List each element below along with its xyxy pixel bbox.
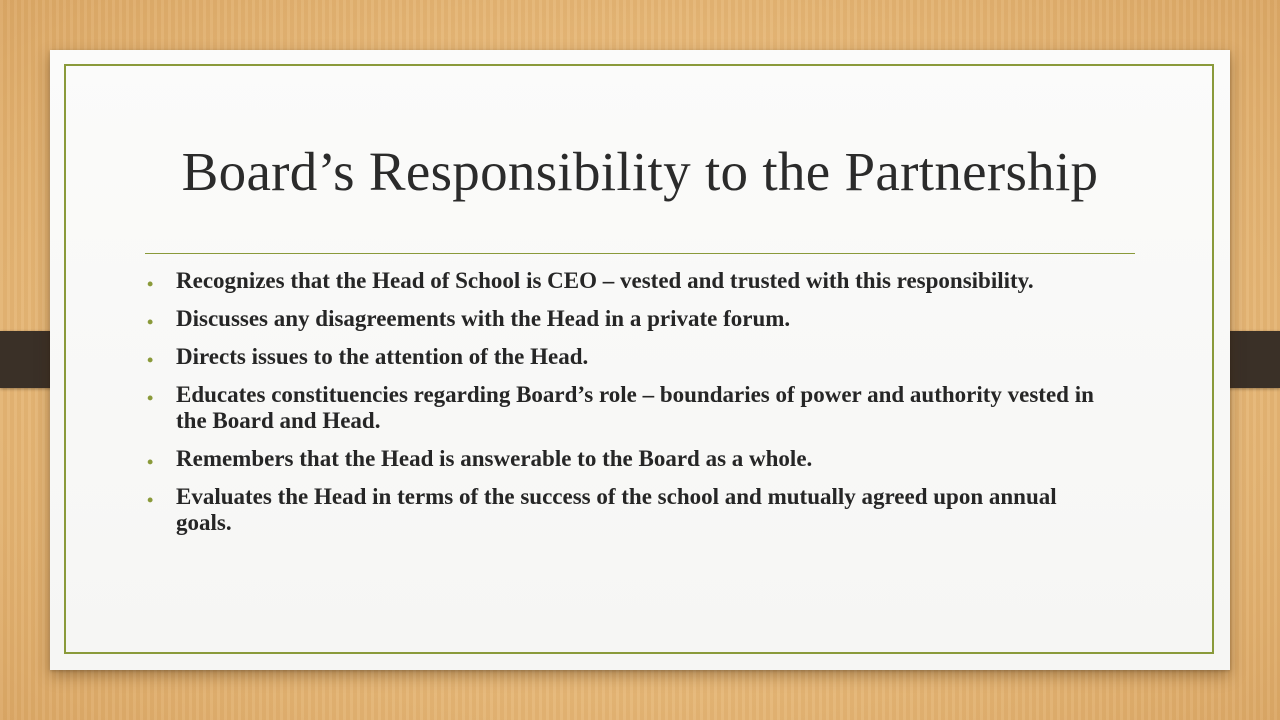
list-item (147, 344, 1107, 370)
bullet-icon: • (147, 350, 154, 370)
bullet-icon: • (147, 274, 154, 294)
bullet-text: Evaluates the Head in terms of the success of the school and mutually agreed upon annual goals. (176, 484, 1057, 535)
list-item (147, 484, 1107, 536)
bullet-icon: • (147, 452, 154, 472)
bullet-text: Educates constituencies regarding Board’s role – boundaries of power and authority vested in the Board and Head. (176, 382, 1094, 433)
bullet-icon: • (147, 388, 154, 408)
list-item (147, 306, 1107, 332)
list-item (147, 382, 1107, 434)
title-divider (145, 253, 1135, 254)
bullet-icon: • (147, 312, 154, 332)
bullet-text: Directs issues to the attention of the Head. (176, 344, 589, 369)
list-item (147, 446, 1107, 472)
bullet-text: Recognizes that the Head of School is CEO – vested and trusted with this responsibility. (176, 268, 1034, 293)
bullet-list (147, 268, 1107, 548)
bullet-text: Remembers that the Head is answerable to the Board as a whole. (176, 446, 813, 471)
bullet-text: Discusses any disagreements with the Head in a private forum. (176, 306, 791, 331)
slide-title: Board’s Responsibility to the Partnership (181, 141, 1099, 202)
bullet-icon: • (147, 490, 154, 510)
list-item (147, 268, 1107, 294)
